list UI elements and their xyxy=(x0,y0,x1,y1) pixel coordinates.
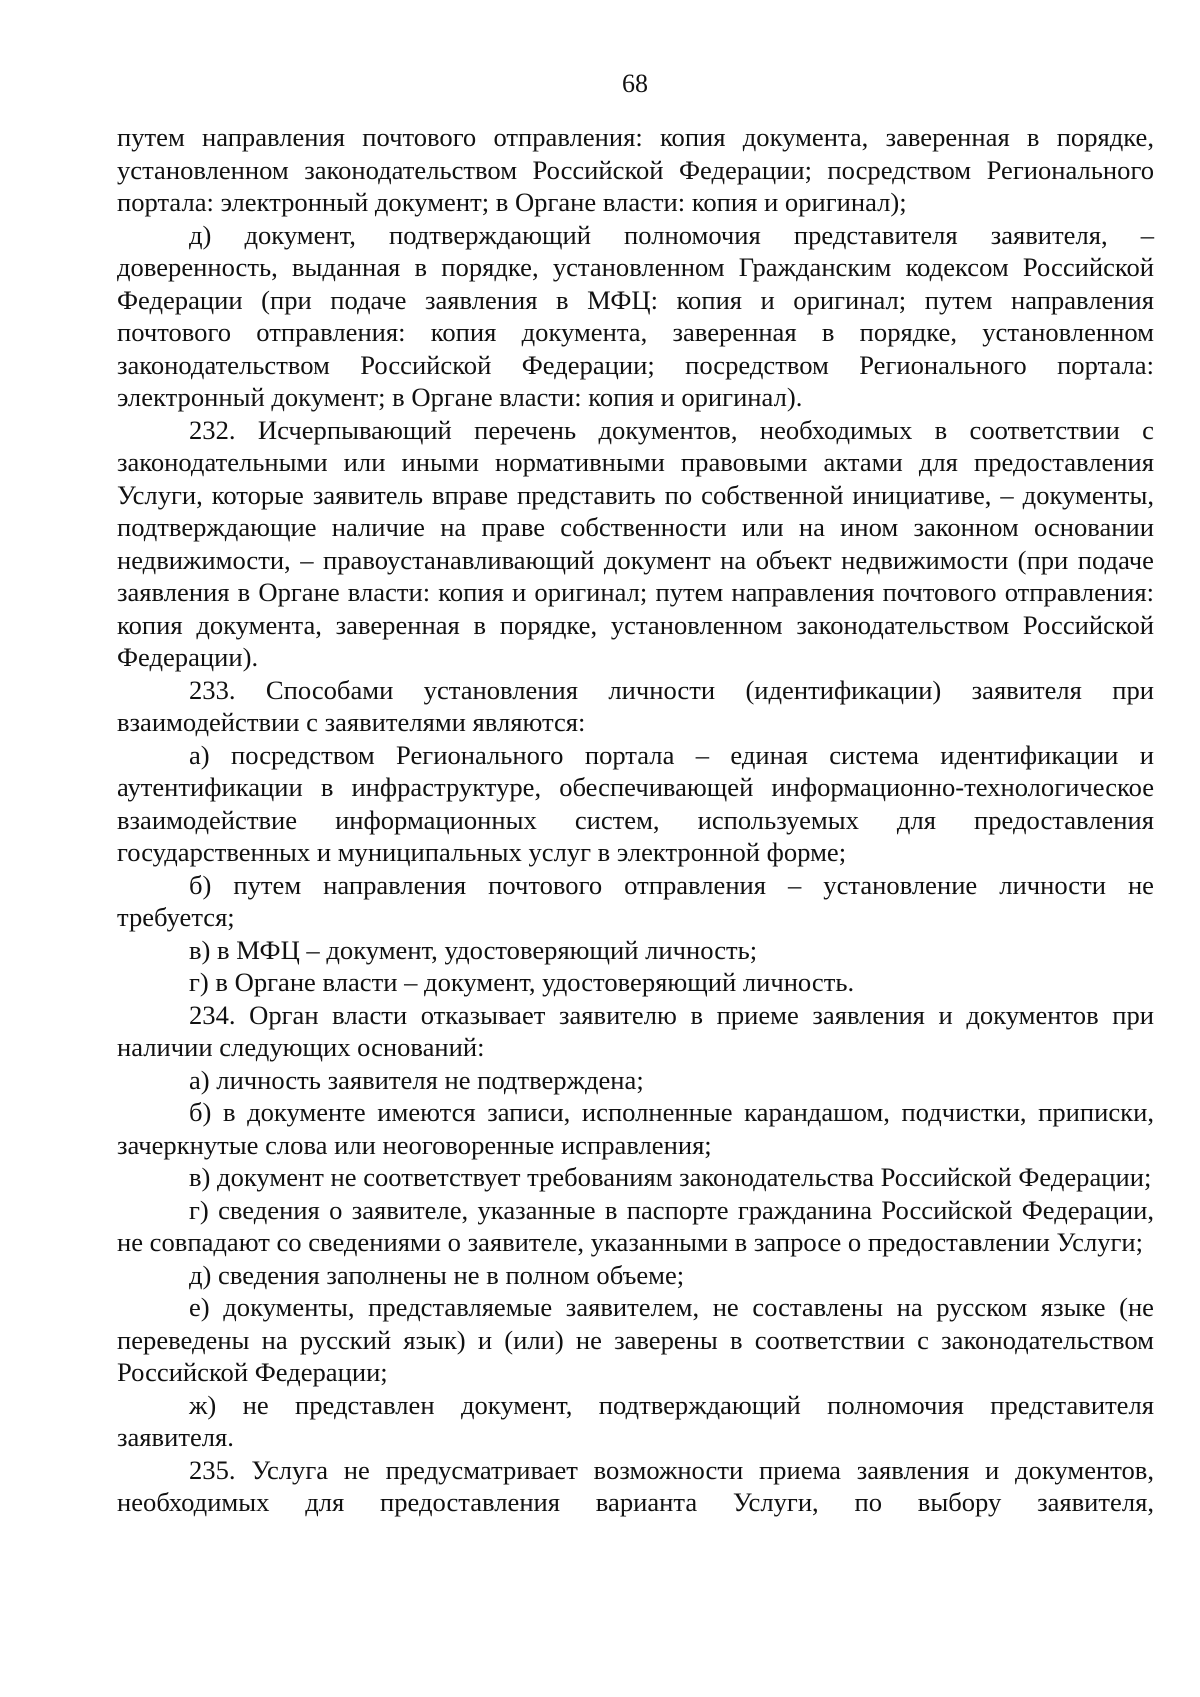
paragraph-232: 232. Исчерпывающий перечень документов, необходимых в соответствии с законодательными или иными нормативными правовыми актами для предоставления Услуги, которые заявитель вправе представить по собственной инициативе, – документы, подтверждающие наличие на праве собственности или на ином законном основании недвижимости, – правоустанавливающий документ на объект недвижимости (при подаче заявления в Органе власти: копия и оригинал; путем направления почтового отправления: копия документа, заверенная в порядке, установленном законодательством Российской Федерации). xyxy=(117,414,1154,672)
document-body xyxy=(117,121,1154,1519)
paragraph-234-zh: ж) не представлен документ, подтверждающий полномочия представителя заявителя. xyxy=(117,1389,1154,1452)
paragraph-234-d: д) сведения заполнены не в полном объеме; xyxy=(189,1259,685,1290)
paragraph-234-e: е) документы, представляемые заявителем, не составлены на русском языке (не переведены на русский язык) и (или) не заверены в соответствии с законодательством Российской Федерации; xyxy=(117,1292,1154,1387)
paragraph-233: 233. Способами установления личности (идентификации) заявителя при взаимодействии с заявителями являются: xyxy=(117,674,1154,737)
paragraph-233-b: б) путем направления почтового отправления – установление личности не требуется; xyxy=(117,869,1154,932)
paragraph-233-v: в) в МФЦ – документ, удостоверяющий личность; xyxy=(189,934,758,965)
page-number: 68 xyxy=(622,69,648,98)
paragraph-item-d-power-of-attorney: д) документ, подтверждающий полномочия представителя заявителя, – доверенность, выданная в порядке, установленном Гражданским кодексом Российской Федерации (при подаче заявления в МФЦ: копия и оригинал; путем направления почтового отправления: копия документа, заверенная в порядке, установленном законодательством Российской Федерации; посредством Регионального портала: электронный документ; в Органе власти: копия и оригинал). xyxy=(117,219,1154,412)
paragraph-234: 234. Орган власти отказывает заявителю в приеме заявления и документов при наличии следующих оснований: xyxy=(117,999,1154,1062)
paragraph-233-a: а) посредством Регионального портала – единая система идентификации и аутентификации в инфраструктуре, обеспечивающей информационно-технологическое взаимодействие информационных систем, используемых для предоставления государственных и муниципальных услуг в электронной форме; xyxy=(117,739,1154,867)
paragraph-234-b: б) в документе имеются записи, исполненные карандашом, подчистки, приписки, зачеркнутые слова или неоговоренные исправления; xyxy=(117,1097,1154,1160)
paragraph-234-v: в) документ не соответствует требованиям законодательства Российской Федерации; xyxy=(189,1162,1152,1192)
paragraph-233-g: г) в Органе власти – документ, удостоверяющий личность. xyxy=(189,967,855,997)
paragraph-234-a: а) личность заявителя не подтверждена; xyxy=(189,1064,644,1095)
paragraph-234-g: г) сведения о заявителе, указанные в паспорте гражданина Российской Федерации, не совпадают со сведениями о заявителе, указанными в запросе о предоставлении Услуги; xyxy=(117,1194,1154,1257)
paragraph-235: 235. Услуга не предусматривает возможности приема заявления и документов, необходимых для предоставления варианта Услуги, по выбору заявителя, xyxy=(117,1454,1154,1517)
paragraph-continuation: путем направления почтового отправления: копия документа, заверенная в порядке, установленном законодательством Российской Федерации; посредством Регионального портала: электронный документ; в Органе власти: копия и оригинал); xyxy=(117,122,1154,217)
